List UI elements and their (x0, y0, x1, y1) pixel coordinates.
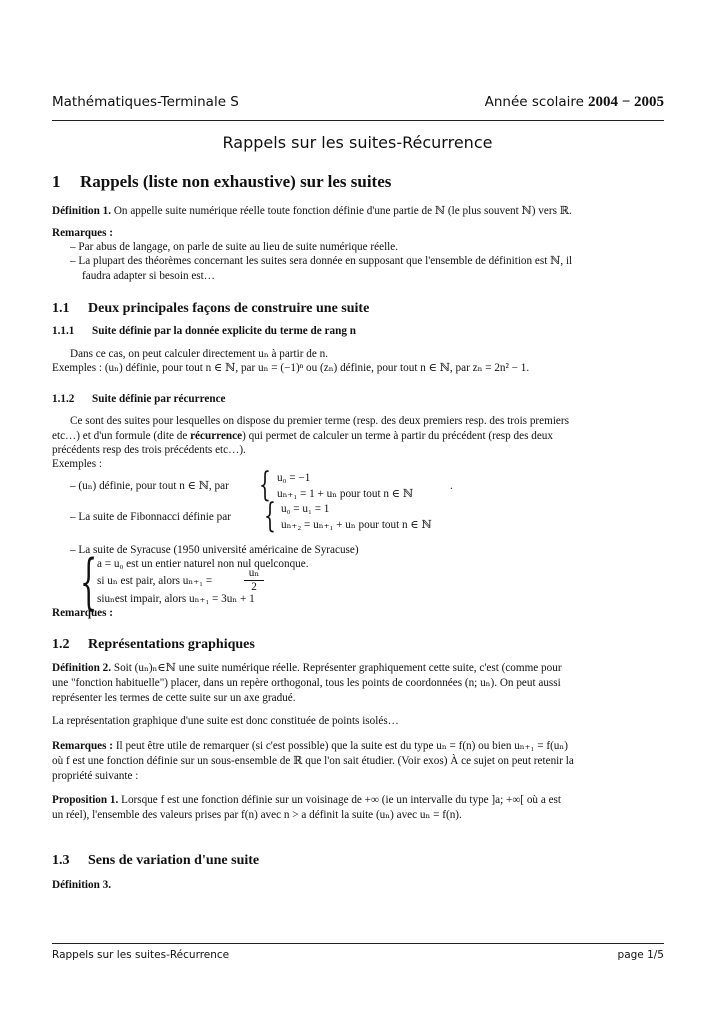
definition-2-label: Définition 2. (52, 662, 112, 674)
section-1-2-heading (52, 637, 255, 653)
example-2-line-2: uₙ₊₂ = uₙ₊₁ + uₙ pour tout n ∈ ℕ (281, 519, 432, 531)
remarque-item-2: – La plupart des théorèmes concernant les suites sera donnée en supposant que l'ensemble de définition est ℕ, il (70, 255, 573, 267)
example-2-line-1: u₀ = u₁ = 1 (281, 503, 330, 515)
header-years: 2004 − 2005 (587, 94, 664, 110)
example-1-line-1: u₀ = −1 (277, 472, 311, 484)
proposition-1-label: Proposition 1. (52, 794, 119, 806)
exemples-label: Exemples : (52, 458, 103, 470)
definition-2-line-2: une "fonction habituelle") placer, dans un repère orthogonal, tous les points de coordonnées (n; uₙ). On peut aussi (52, 677, 561, 689)
definition-2-text-1: Soit (uₙ)ₙ∈ℕ une suite numérique réelle. Représenter graphiquement cette suite, c'est (comme pour (113, 662, 562, 674)
header-right (485, 93, 664, 111)
section-1-1-2-title: Suite définie par récurrence (92, 393, 226, 405)
definition-2-line-3: représenter les termes de cette suite sur un axe gradué. (52, 692, 296, 704)
section-1-3-title: Sens de variation d'une suite (88, 853, 260, 868)
section-1-1-2-heading (52, 393, 226, 405)
example-3-line-2: si uₙ est pair, alors uₙ₊₁ = (97, 575, 213, 587)
example-3-brace: { (80, 547, 98, 617)
example-1-line-2: uₙ₊₁ = 1 + uₙ pour tout n ∈ ℕ (277, 488, 414, 500)
section-1-1-2-number: 1.1.2 (52, 393, 75, 405)
section-1-3-number: 1.3 (52, 853, 70, 868)
header-year-label: Année scolaire (484, 94, 584, 110)
points-isoles-paragraph: La représentation graphique d'une suite est donc constituée de points isolés… (52, 715, 399, 727)
section-1-title: Rappels (liste non exhaustive) sur les suites (80, 172, 392, 191)
example-3-fraction (244, 567, 264, 594)
section-1-heading (52, 172, 391, 192)
section-1-1-heading (52, 301, 369, 317)
remarque-item-1: – Par abus de langage, on parle de suite au lieu de suite numérique réelle. (70, 241, 399, 253)
remarque-item-2-text: La plupart des théorèmes concernant les suites sera donnée en supposant que l'ensemble de définition est ℕ, il (78, 255, 573, 267)
fraction-numerator: uₙ (244, 567, 264, 581)
remarque-item-1-text: Par abus de langage, on parle de suite au lieu de suite numérique réelle. (78, 241, 399, 253)
remarques-1-label: Remarques : (52, 227, 114, 239)
footer-rule (52, 943, 664, 944)
header-rule (52, 120, 664, 121)
section-1-1-1-number: 1.1.1 (52, 325, 75, 337)
section-1-1-1-heading (52, 325, 356, 337)
header-left: Mathématiques-Terminale S (52, 94, 239, 110)
section-1-1-title: Deux principales façons de construire une suite (88, 301, 370, 316)
section-1-1-number: 1.1 (52, 301, 70, 316)
proposition-1-line-1 (52, 793, 672, 808)
example-1-prefix: – (uₙ) définie, pour tout n ∈ ℕ, par (70, 480, 229, 492)
fraction-denominator: 2 (251, 581, 257, 593)
proposition-1-text-1: Lorsque f est une fonction définie sur un voisinage de +∞ (ie un intervalle du type ]a; +∞[ où a est (121, 794, 562, 806)
section-1-1-2-p2-b: ) qui permet de calculer un terme à partir du précédent (resp des deux (242, 430, 553, 442)
section-1-1-2-p2 (52, 429, 672, 444)
remarques-3-line-3: propriété suivante : (52, 770, 139, 782)
section-1-1-2-p2-a: etc…) et d'un formule (dite de (52, 430, 191, 442)
definition-1 (52, 204, 667, 219)
page-title: Rappels sur les suites-Récurrence (222, 133, 493, 152)
example-2-brace: { (264, 496, 276, 536)
footer-left: Rappels sur les suites-Récurrence (52, 949, 230, 961)
example-3-prefix: – La suite de Syracuse (1950 université américaine de Syracuse) (70, 544, 359, 556)
remarque-item-2-cont: faudra adapter si besoin est… (82, 270, 215, 282)
section-1-1-2-p3: précédents resp des trois précédents etc…). (52, 444, 246, 456)
definition-2-line-1 (52, 661, 672, 676)
remarques-3-label: Remarques : (52, 740, 114, 752)
section-1-1-2-p1: Ce sont des suites pour lesquelles on dispose du premier terme (resp. des deux premiers resp. des trois premiers (70, 415, 569, 427)
footer-page-number: page 1/5 (617, 949, 664, 961)
section-1-2-title: Représentations graphiques (88, 637, 255, 652)
recurrence-term: récurrence (190, 430, 243, 442)
section-1-1-1-title: Suite définie par la donnée explicite du terme de rang n (92, 325, 356, 337)
example-1-dot: . (450, 480, 453, 492)
proposition-1-line-2: un réel), l'ensemble des valeurs prises par f(n) avec n > a définit la suite (uₙ) avec uₙ = f(n). (52, 809, 462, 821)
example-2-prefix: – La suite de Fibonnacci définie par (70, 511, 231, 523)
section-1-1-1-p1: Dans ce cas, on peut calculer directement uₙ à partir de n. (70, 348, 328, 360)
example-3-line-1: a = u₀ est un entier naturel non nul quelconque. (97, 558, 309, 570)
section-1-1-1-p2: Exemples : (uₙ) définie, pour tout n ∈ ℕ, par uₙ = (−1)ⁿ ou (zₙ) définie, pour tout n ∈ ℕ, par zₙ = 2n² − 1. (52, 362, 530, 374)
remarques-3-line-1 (52, 739, 672, 754)
section-1-number: 1 (52, 172, 61, 191)
remarques-3-text-1: Il peut être utile de remarquer (si c'est possible) que la suite est du type uₙ = f(n) ou bien uₙ₊₁ = f(uₙ) (115, 740, 568, 752)
definition-1-label: Définition 1. (52, 205, 112, 217)
definition-3-label: Définition 3. (52, 879, 112, 891)
section-1-3-heading (52, 853, 259, 869)
remarques-3-line-2: où f est une fonction définie sur un sous-ensemble de ℝ que l'on sait étudier. (Voir exos) À ce sujet on peut retenir la (52, 755, 574, 767)
remarques-2-label: Remarques : (52, 607, 114, 619)
section-1-2-number: 1.2 (52, 637, 70, 652)
example-3-line-3: siuₙest impair, alors uₙ₊₁ = 3uₙ + 1 (97, 593, 255, 605)
definition-1-text: On appelle suite numérique réelle toute fonction définie d'une partie de ℕ (le plus souvent ℕ) vers ℝ. (113, 205, 572, 217)
example-1-brace: { (259, 465, 271, 505)
